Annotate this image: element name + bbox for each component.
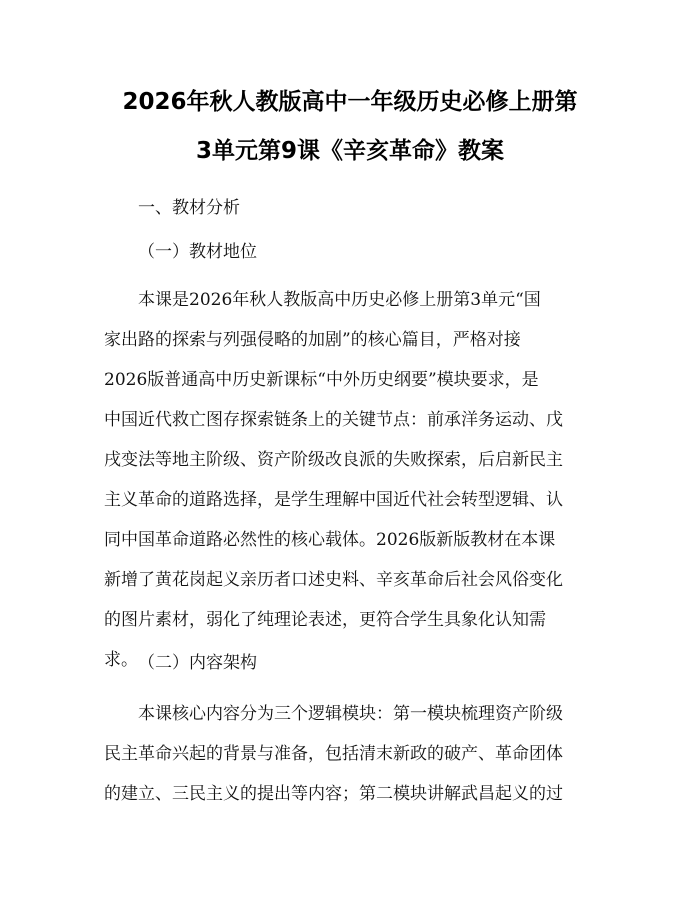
paragraph-content-structure <box>104 694 604 814</box>
paragraph-line: 中国近代救亡图存探索链条上的关键节点：前承洋务运动、戊 <box>104 410 563 430</box>
section-heading-teaching-material-analysis: 一、教材分析 <box>138 198 240 218</box>
paragraph-line: 本课是2026年秋人教版高中历史必修上册第3单元“国 <box>138 290 541 310</box>
paragraph-line: 求。 <box>104 650 138 670</box>
paragraph-line: 家出路的探索与列强侵略的加剧”的核心篇目，严格对接 <box>104 330 521 350</box>
paragraph-line: 主义革命的道路选择，是学生理解中国近代社会转型逻辑、认 <box>104 490 563 510</box>
paragraph-line: 民主革命兴起的背景与准备，包括清末新政的破产、革命团体 <box>104 744 563 764</box>
subsection-heading-material-status: （一）教材地位 <box>138 242 257 262</box>
paragraph-line: 2026版普通高中历史新课标“中外历史纲要”模块要求，是 <box>104 370 539 390</box>
paragraph-line: 同中国革命道路必然性的核心载体。2026版新版教材在本课 <box>104 530 556 550</box>
paragraph-line: 的建立、三民主义的提出等内容；第二模块讲解武昌起义的过 <box>104 784 563 804</box>
paragraph-line: 新增了黄花岗起义亲历者口述史料、辛亥革命后社会风俗变化 <box>104 570 563 590</box>
paragraph-line: 的图片素材，弱化了纯理论表述，更符合学生具象化认知需 <box>104 610 546 630</box>
paragraph-line: 戌变法等地主阶级、资产阶级改良派的失败探索，后启新民主 <box>104 450 563 470</box>
document-title-line-2: 3单元第9课《辛亥革命》教案 <box>195 138 504 164</box>
paragraph-line: 本课核心内容分为三个逻辑模块：第一模块梳理资产阶级 <box>138 704 563 724</box>
paragraph-material-status <box>104 280 604 680</box>
document-title-line-1: 2026年秋人教版高中一年级历史必修上册第 <box>122 89 578 115</box>
subsection-heading-content-structure: （二）内容架构 <box>138 653 257 673</box>
